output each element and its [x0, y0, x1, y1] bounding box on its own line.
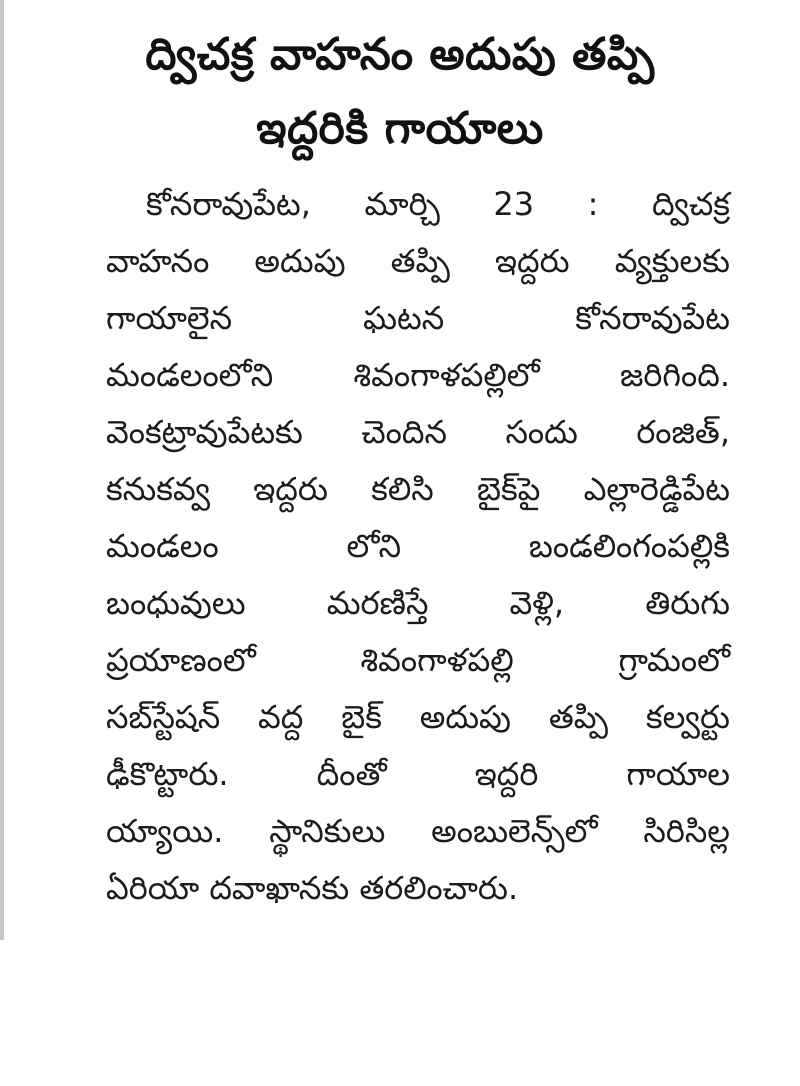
body-line: మండలంలోని శివంగాళపల్లిలో జరిగింది.: [106, 356, 730, 394]
column-divider: [0, 0, 4, 940]
body-line: కోనరావుపేట, మార్చి 23 : ద్విచక్ర: [146, 185, 730, 223]
body-line: వాహనం అదుపు తప్పి ఇద్దరు వ్యక్తులకు: [106, 242, 730, 280]
body-line: య్యాయి. స్థానికులు అంబులెన్స్‌లో సిరిసిల్ల: [106, 812, 730, 850]
body-line: ఏరియా దవాఖానకు తరలించారు.: [106, 869, 519, 907]
headline-line: ద్విచక్ర వాహనం అదుపు తప్పి: [145, 29, 655, 80]
body-line: వెంకట్రావుపేటకు చెందిన సందు రంజిత్,: [106, 413, 730, 451]
body-line: కనుకవ్వ ఇద్దరు కలిసి బైక్‌పై ఎల్లారెడ్డిపేట: [106, 470, 730, 508]
body-line: ఢీకొట్టారు. దీంతో ఇద్దరి గాయాల: [106, 755, 730, 793]
body-line: సబ్‌స్టేషన్ వద్ద బైక్ అదుపు తప్పి కల్వర్టు: [106, 698, 730, 736]
headline-line: ఇద్దరికి గాయాలు: [256, 103, 544, 154]
news-clipping: [40, 0, 760, 917]
body-line: ప్రయాణంలో శివంగాళపల్లి గ్రామంలో: [106, 641, 730, 679]
body-line: బంధువులు మరణిస్తే వెళ్లి, తిరుగు: [106, 584, 730, 622]
body-line: గాయాలైన ఘటన కోనరావుపేట: [106, 299, 730, 337]
body-line: మండలం లోని బండలింగంపల్లికి: [106, 527, 730, 565]
headline: [40, 0, 760, 166]
article-body: [40, 176, 760, 917]
